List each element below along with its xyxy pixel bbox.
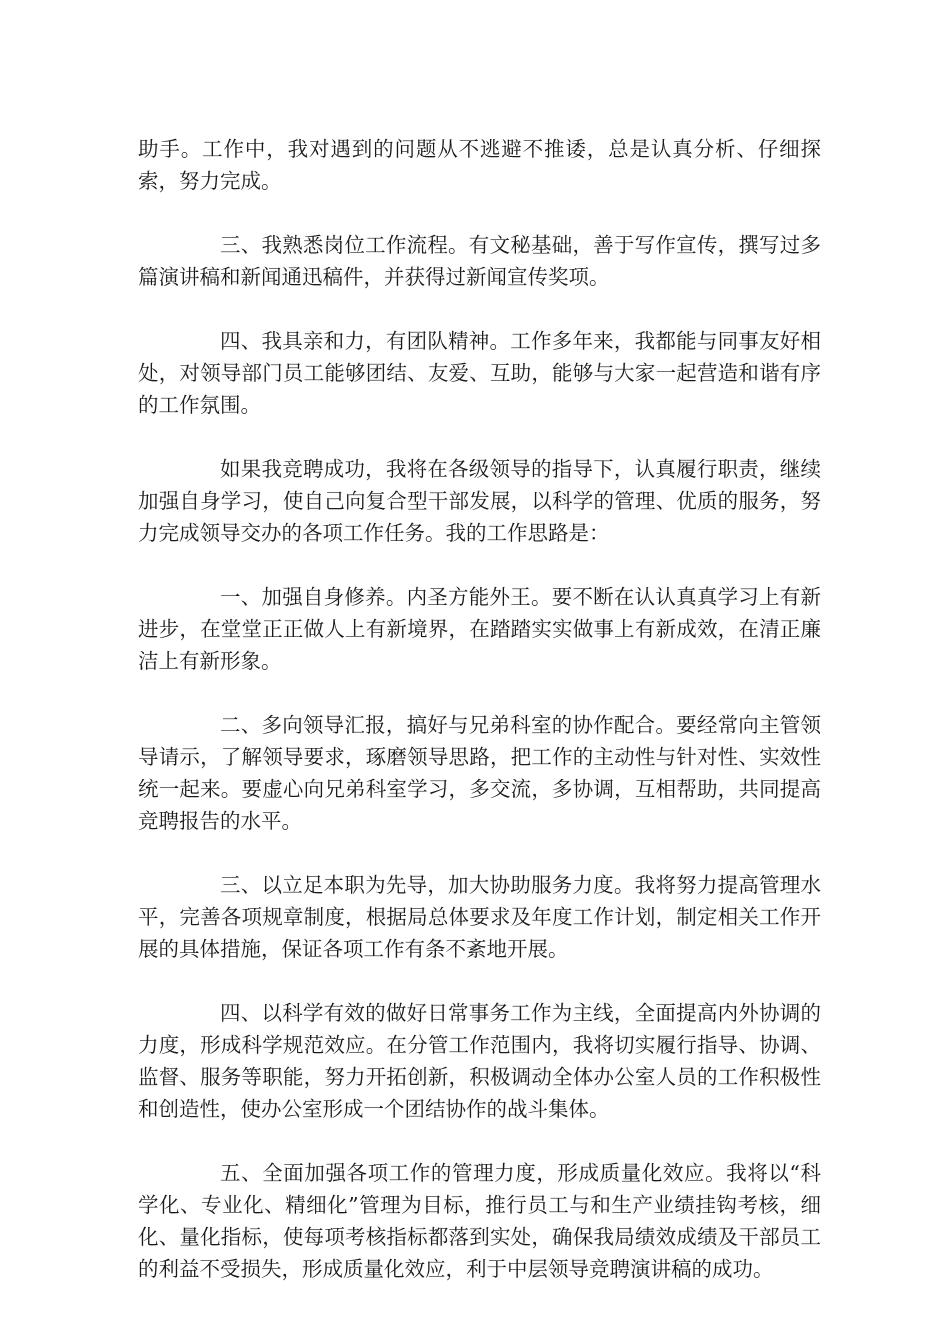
document-body [138, 133, 821, 1317]
paragraph-9: 五、全面加强各项工作的管理力度，形成质量化效应。我将以“科学化、专业化、精细化”管理为目标，推行员工与和生产业绩挂钩考核，细化、量化指标，使每项考核指标都落到实处，确保我局绩效成绩及干部员工的利益不受损失，形成质量化效应，利于中层领导竞聘演讲稿的成功。 [138, 1161, 821, 1281]
paragraph-4: 如果我竞聘成功，我将在各级领导的指导下，认真履行职责，继续加强自身学习，使自己向复合型干部发展，以科学的管理、优质的服务，努力完成领导交办的各项工作任务。我的工作思路是： [138, 457, 821, 545]
paragraph-5: 一、加强自身修养。内圣方能外王。要不断在认认真真学习上有新进步，在堂堂正正做人上有新境界，在踏踏实实做事上有新成效，在清正廉洁上有新形象。 [138, 585, 821, 673]
paragraph-1: 助手。工作中，我对遇到的问题从不逃避不推诿，总是认真分析、仔细探索，努力完成。 [138, 137, 821, 193]
paragraph-2: 三、我熟悉岗位工作流程。有文秘基础，善于写作宣传，撰写过多篇演讲稿和新闻通迅稿件，并获得过新闻宣传奖项。 [138, 233, 821, 289]
paragraph-3: 四、我具亲和力，有团队精神。工作多年来，我都能与同事友好相处，对领导部门员工能够团结、友爱、互助，能够与大家一起营造和谐有序的工作氛围。 [138, 329, 821, 417]
paragraph-6: 二、多向领导汇报，搞好与兄弟科室的协作配合。要经常向主管领导请示，了解领导要求，琢磨领导思路，把工作的主动性与针对性、实效性统一起来。要虚心向兄弟科室学习，多交流，多协调，互相帮助，共同提高竞聘报告的水平。 [138, 713, 821, 833]
paragraph-7: 三、以立足本职为先导，加大协助服务力度。我将努力提高管理水平，完善各项规章制度，根据局总体要求及年度工作计划，制定相关工作开展的具体措施，保证各项工作有条不紊地开展。 [138, 873, 821, 961]
paragraph-8: 四、以科学有效的做好日常事务工作为主线，全面提高内外协调的力度，形成科学规范效应。在分管工作范围内，我将切实履行指导、协调、监督、服务等职能，努力开拓创新，积极调动全体办公室人员的工作积极性和创造性，使办公室形成一个团结协作的战斗集体。 [138, 1001, 821, 1121]
